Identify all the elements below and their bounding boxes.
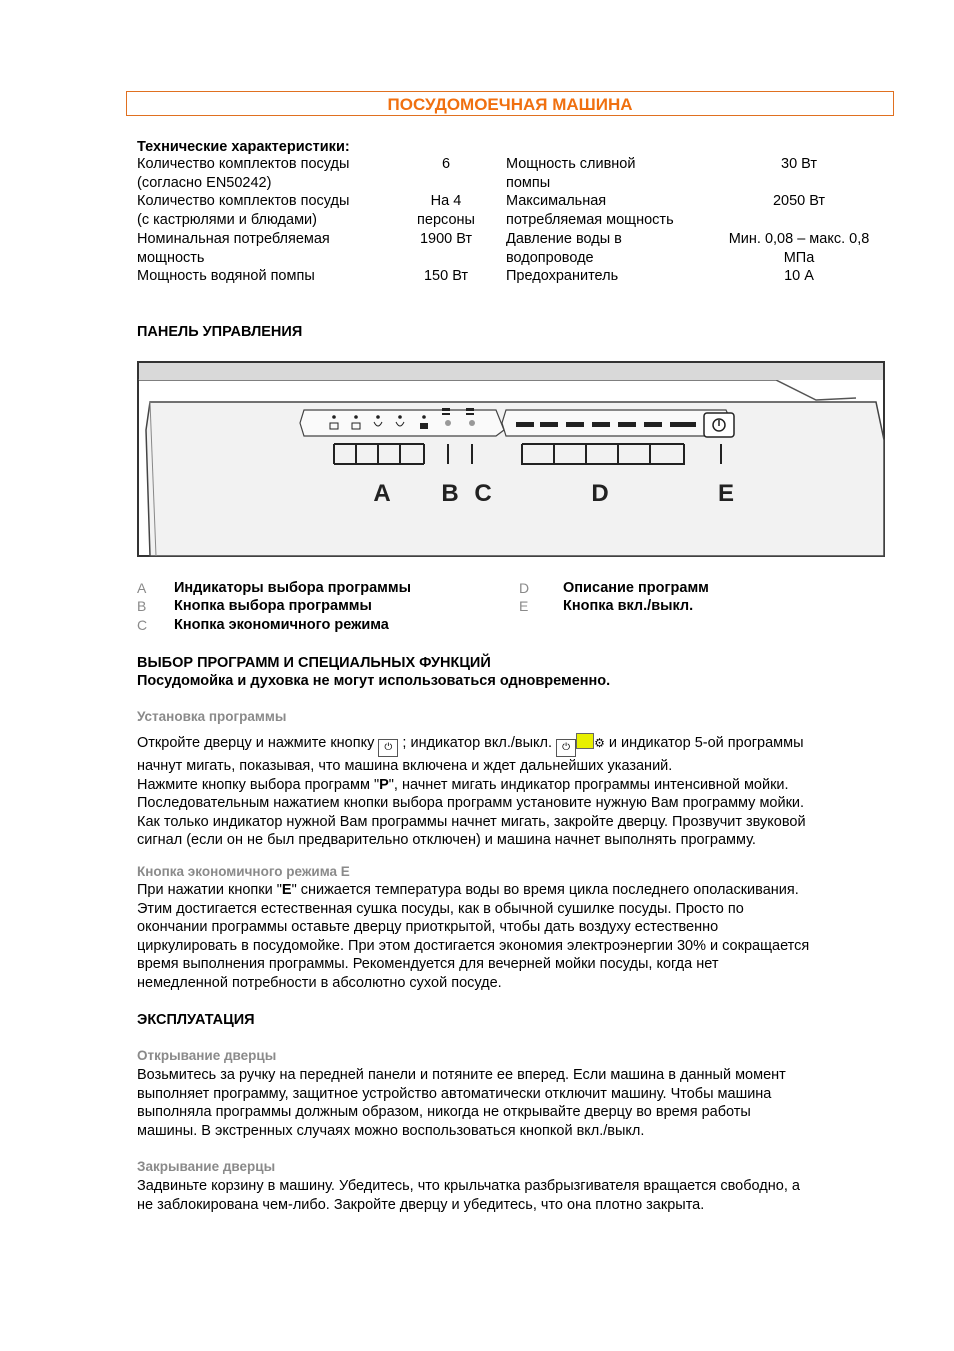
setup-title: Установка программы	[137, 709, 287, 724]
power-indicator-icon: ⏻	[556, 739, 576, 757]
eco-indicator-icon: ⚙	[594, 736, 605, 750]
label-e: E	[717, 480, 735, 507]
label-d: D	[591, 480, 609, 507]
legend-letter-c: C	[137, 617, 148, 633]
program-indicator-icon	[576, 733, 594, 749]
spec-label-drain-pump: Мощность сливной помпы	[506, 156, 636, 191]
legend-letter-d: D	[519, 580, 530, 596]
label-b: B	[441, 480, 459, 507]
setup-paragraph: Откройте дверцу и нажмите кнопку ⏻ ; индикатор вкл./выкл. ⏻ ⚙ и индикатор 5-ой программы начнут мигать, показывая, что машина включена и ждет дальнейших указаний. Нажмите кнопку выбора программ "P", начнет мигать индикатор программы интенсивной мойки. Последовательным нажатием кнопки выбора программ установите нужную Вам программу мойки. Как только индикатор нужной Вам программы начнет мигать, закройте дверцу. Прозвучит звуковой сигнал (если он не был предварительно отключен) и машина начнет выполнять программу.	[137, 735, 806, 849]
spec-value-sets-pots: На 4 персоны	[417, 193, 475, 228]
open-door-paragraph: Возьмитесь за ручку на передней панели и потяните ее вперед. Если машина в данный момент выполняет программу, защитное устройство автоматически отключит машину. Чтобы машина выполняла программы должным образом, никогда не открывайте дверцу во время работы машины. В экстренных случаях можно воспользоваться кнопкой вкл./выкл.	[137, 1067, 786, 1139]
legend-text-c: Кнопка экономичного режима	[174, 617, 389, 633]
eco-paragraph: При нажатии кнопки "E" снижается температура воды во время цикла последнего ополаскивания. Этим достигается естественная сушка посуды, как в обычной сушилке посуды. Просто по окончании программы оставьте дверцу приоткрытой, чтобы дать воздуху естественно циркулировать в посудомойке. При этом достигается экономия электроэнергии 30% и сокращается время выполнения программы. Рекомендуется для вечерней мойки посуды, когда нет немедленной потребности в абсолютно сухой посуде.	[137, 882, 810, 991]
spec-label-fuse: Предохранитель	[506, 268, 619, 284]
spec-label-max-power: Максимальная потребляемая мощность	[506, 193, 674, 228]
legend-letter-e: E	[519, 598, 529, 614]
spec-value-water-pressure: Мин. 0,08 – макс. 0,8 МПа	[728, 231, 870, 266]
close-door-title: Закрывание дверцы	[137, 1159, 276, 1174]
power-button-icon: ⏻	[378, 739, 398, 757]
legend-text-d: Описание программ	[563, 580, 709, 596]
label-c: C	[474, 480, 492, 507]
open-door-title: Открывание дверцы	[137, 1048, 277, 1063]
control-panel-diagram	[136, 360, 888, 560]
spec-label-sets-pots: Количество комплектов посуды (с кастрюлями и блюдами)	[137, 193, 350, 228]
spec-label-water-pressure: Давление воды в водопроводе	[506, 231, 622, 266]
eco-title: Кнопка экономичного режима E	[137, 864, 350, 879]
page-title: ПОСУДОМОЕЧНАЯ МАШИНА	[126, 91, 894, 116]
spec-value-drain-pump: 30 Вт	[781, 156, 817, 172]
legend-text-a: Индикаторы выбора программы	[174, 580, 411, 596]
label-a: A	[373, 480, 391, 507]
specs-heading: Технические характеристики:	[137, 139, 350, 155]
operation-heading: ЭКСПЛУАТАЦИЯ	[137, 1012, 255, 1028]
legend-text-b: Кнопка выбора программы	[174, 598, 372, 614]
program-select-subheading: Посудомойка и духовка не могут использоваться одновременно.	[137, 673, 611, 689]
spec-value-sets: 6	[441, 156, 451, 172]
spec-value-max-power: 2050 Вт	[772, 193, 826, 209]
legend-letter-b: B	[137, 598, 147, 614]
spec-label-pump-power: Мощность водяной помпы	[137, 268, 315, 284]
spec-label-rated-power: Номинальная потребляемая мощность	[137, 231, 330, 266]
spec-value-rated-power: 1900 Вт	[419, 231, 473, 247]
program-select-heading: ВЫБОР ПРОГРАММ И СПЕЦИАЛЬНЫХ ФУНКЦИЙ	[137, 655, 491, 671]
legend-letter-a: A	[137, 580, 147, 596]
spec-value-fuse: 10 А	[784, 268, 814, 284]
legend-text-e: Кнопка вкл./выкл.	[563, 598, 694, 614]
control-panel-heading: ПАНЕЛЬ УПРАВЛЕНИЯ	[137, 324, 303, 340]
close-door-paragraph: Задвиньте корзину в машину. Убедитесь, что крыльчатка разбрызгивателя вращается свободно, а не заблокирована чем-либо. Закройте дверцу и убедитесь, что она плотно закрыта.	[137, 1178, 800, 1213]
spec-label-sets: Количество комплектов посуды (согласно EN50242)	[137, 156, 350, 191]
spec-value-pump-power: 150 Вт	[423, 268, 469, 284]
